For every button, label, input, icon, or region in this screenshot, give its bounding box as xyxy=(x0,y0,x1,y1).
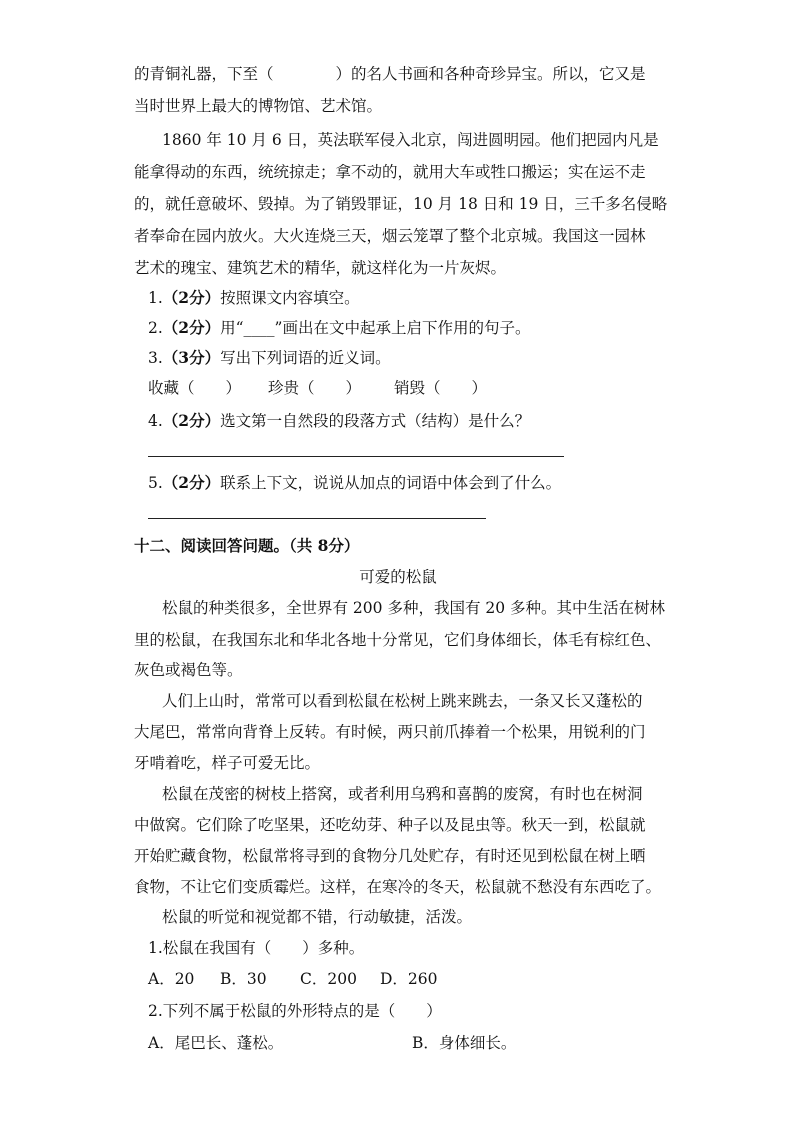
passage2-line-7: 松鼠在茂密的树枝上搭窝，或者利用乌鸦和喜鹊的废窝，有时也在树洞 xyxy=(162,785,643,803)
mc-question-2-options xyxy=(148,1033,676,1053)
question-number: 3. xyxy=(148,349,163,367)
option-b[interactable]: B．身体细长。 xyxy=(412,1034,517,1052)
passage2-line-9: 开始贮藏食物，松鼠常将寻到的食物分几处贮存，有时还见到松鼠在树上晒 xyxy=(134,847,646,865)
question-number: 5. xyxy=(148,474,163,492)
passage1-line-7: 艺术的瑰宝、建筑艺术的精华，就这样化为一片灰烬。 xyxy=(134,259,507,277)
passage2-line-5: 大尾巴，常常向背脊上反转。有时候，两只前爪捧着一个松果，用锐利的门 xyxy=(134,723,646,741)
question-text: 写出下列词语的近义词。 xyxy=(220,349,391,367)
question-5 xyxy=(148,473,676,493)
question-score: （3分） xyxy=(162,348,221,367)
question-text: 选文第一自然段的段落方式（结构）是什么？ xyxy=(220,412,531,430)
passage2-line-11: 松鼠的听觉和视觉都不错，行动敏捷，活泼。 xyxy=(162,908,473,926)
question-number: 4. xyxy=(148,412,163,430)
passage2-line-1: 松鼠的种类很多，全世界有 200 多种，我国有 20 多种。其中生活在树林 xyxy=(162,599,666,617)
synonym-precious[interactable]: 珍贵（ ） xyxy=(268,379,362,397)
question-score: （2分） xyxy=(162,318,221,337)
mc-question-1: 1.松鼠在我国有（ ）多种。 xyxy=(148,939,365,957)
question-4 xyxy=(148,411,676,431)
mc-question-1-options xyxy=(148,969,676,989)
passage2-line-4: 人们上山时，常常可以看到松鼠在松树上跳来跳去，一条又长又蓬松的 xyxy=(162,692,643,710)
question-score: （2分） xyxy=(162,411,221,430)
synonym-destroy[interactable]: 销毁（ ） xyxy=(394,379,488,397)
passage2-line-3: 灰色或褐色等。 xyxy=(134,661,243,679)
question-number: 1. xyxy=(148,289,163,307)
synonym-collect[interactable]: 收藏（ ） xyxy=(148,379,242,397)
question-2 xyxy=(148,318,676,338)
passage1-line-2: 当时世界上最大的博物馆、艺术馆。 xyxy=(134,97,383,115)
question-score: （2分） xyxy=(162,473,221,492)
option-b[interactable]: B．30 xyxy=(220,970,267,988)
passage2-line-2: 里的松鼠，在我国东北和华北各地十分常见，它们身体细长，体毛有棕红色、 xyxy=(134,631,662,649)
question-score: （2分） xyxy=(162,288,221,307)
question-3 xyxy=(148,348,676,368)
synonym-row xyxy=(148,378,676,398)
passage2-line-8: 中做窝。它们除了吃坚果，还吃幼芽、种子以及昆虫等。秋天一到，松鼠就 xyxy=(134,816,646,834)
passage1-line-4: 能拿得动的东西，统统掠走；拿不动的，就用大车或牲口搬运；实在运不走 xyxy=(134,163,646,181)
question-text: 按照课文内容填空。 xyxy=(220,289,360,307)
answer-line-q5[interactable] xyxy=(148,518,486,519)
passage2-title: 可爱的松鼠 xyxy=(359,568,437,586)
question-text: 联系上下文，说说从加点的词语中体会到了什么。 xyxy=(220,474,562,492)
section-12-heading: 十二、阅读回答问题。（共 8分） xyxy=(134,536,360,555)
passage1-line-6: 者奉命在园内放火。大火连烧三天，烟云笼罩了整个北京城。我国这一园林 xyxy=(134,227,646,245)
passage2-line-6: 牙啃着吃，样子可爱无比。 xyxy=(134,754,321,772)
option-a[interactable]: A．尾巴长、蓬松。 xyxy=(148,1034,284,1052)
passage1-line-5: 的，就任意破坏、毁掉。为了销毁罪证，10 月 18 日和 19 日，三千多名侵略 xyxy=(134,195,668,213)
option-c[interactable]: C．200 xyxy=(300,970,357,988)
answer-line-q4[interactable] xyxy=(148,456,564,457)
passage1-line-3: 1860 年 10 月 6 日，英法联军侵入北京，闯进圆明园。他们把园内凡是 xyxy=(162,131,659,149)
question-number: 2. xyxy=(148,319,163,337)
question-1 xyxy=(148,288,676,308)
mc-question-2: 2.下列不属于松鼠的外形特点的是（ ） xyxy=(148,1002,442,1020)
passage2-line-10: 食物，不让它们变质霉烂。这样，在寒冷的冬天，松鼠就不愁没有东西吃了。 xyxy=(134,878,662,896)
option-d[interactable]: D．260 xyxy=(380,970,438,988)
passage1-line-1: 的青铜礼器，下至（ ）的名人书画和各种奇珍异宝。所以，它又是 xyxy=(134,65,646,83)
question-text: 用“____”画出在文中起承上启下作用的句子。 xyxy=(220,319,531,337)
option-a[interactable]: A．20 xyxy=(148,970,195,988)
